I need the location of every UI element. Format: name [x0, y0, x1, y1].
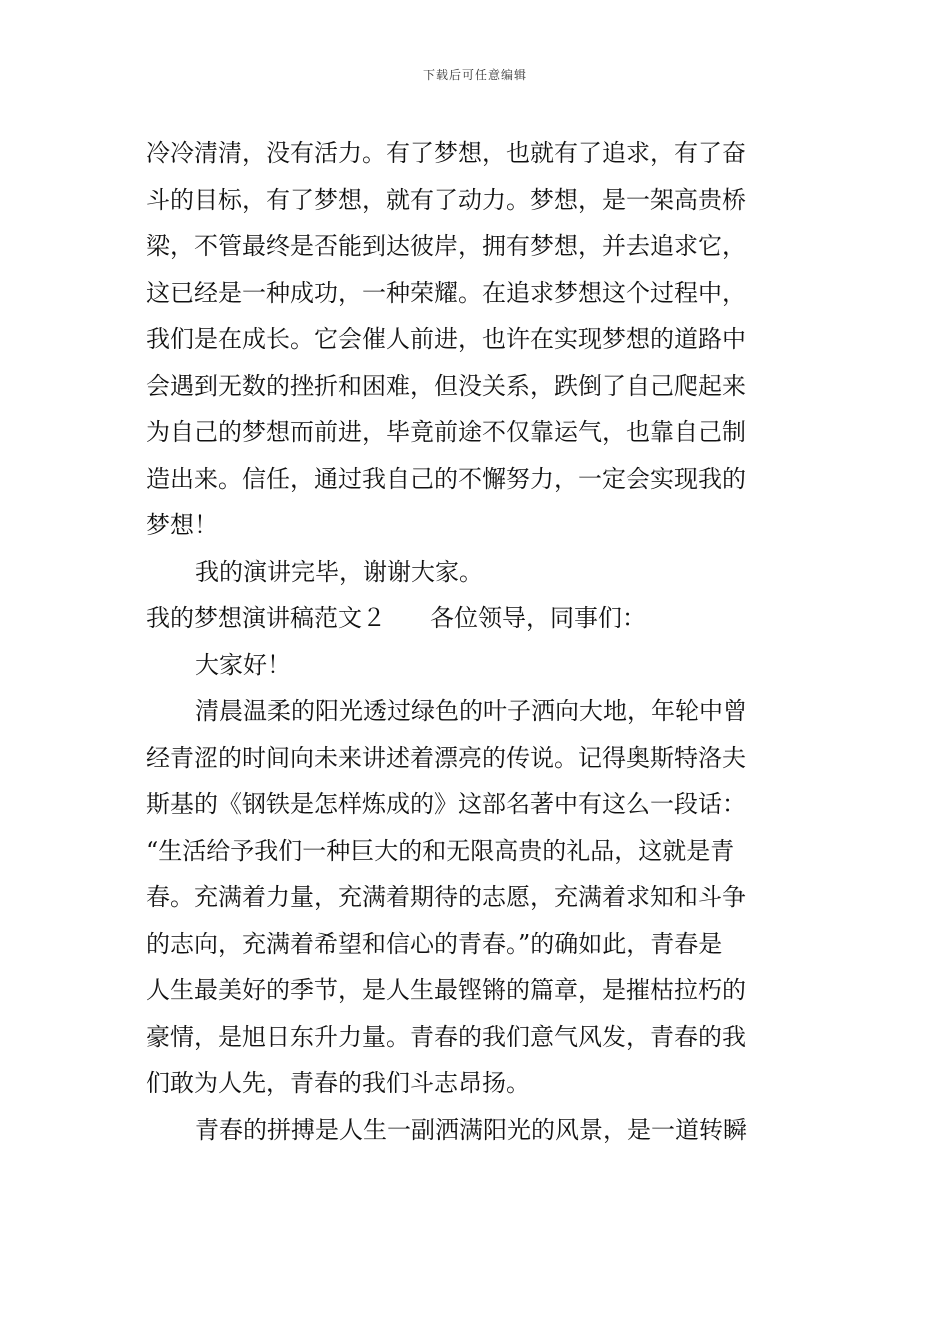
closing-line: 我的演讲完毕，谢谢大家。	[195, 557, 483, 586]
paragraph-line: 的志向，充满着希望和信心的青春。”的确如此，青春是	[146, 929, 723, 958]
paragraph-line: 这已经是一种成功，一种荣耀。在追求梦想这个过程中，	[146, 278, 746, 307]
paragraph-line: 清晨温柔的阳光透过绿色的叶子洒向大地，年轮中曾	[195, 697, 747, 725]
paragraph-line: 经青涩的时间向未来讲述着漂亮的传说。记得奥斯特洛夫	[146, 743, 746, 772]
document-body	[146, 130, 808, 1153]
header-note: 下载后可任意编辑	[422, 68, 527, 82]
paragraph-line: 豪情，是旭日东升力量。青春的我们意气风发，青春的我	[146, 1022, 746, 1051]
paragraph-line: 我们是在成长。它会催人前进，也许在实现梦想的道路中	[146, 325, 746, 353]
paragraph-line: 斯基的《钢铁是怎样炼成的》这部名著中有这么一段话：	[146, 790, 746, 818]
paragraph-line: 青春的拼搏是人生一副洒满阳光的风景，是一道转瞬	[195, 1115, 747, 1144]
salutation-line: 大家好！	[195, 650, 291, 679]
paragraph-line: 梦想！	[146, 511, 218, 539]
paragraph-line: 们敢为人先，青春的我们斗志昂扬。	[146, 1069, 530, 1097]
paragraph-line: 春。充满着力量，充满着期待的志愿，充满着求知和斗争	[146, 883, 746, 911]
paragraph-line: 为自己的梦想而前进，毕竟前途不仅靠运气，也靠自己制	[146, 418, 746, 446]
paragraph-line: 斗的目标，有了梦想，就有了动力。梦想，是一架高贵桥	[146, 185, 746, 214]
paragraph-line: 梁，不管最终是否能到达彼岸，拥有梦想，并去追求它，	[146, 232, 746, 260]
paragraph-line: 冷冷清清，没有活力。有了梦想，也就有了追求，有了奋	[146, 139, 746, 167]
paragraph-line: “生活给予我们一种巨大的和无限高贵的礼品，这就是青	[146, 836, 735, 865]
section-heading-line	[146, 595, 808, 642]
paragraph-line: 会遇到无数的挫折和困难，但没关系，跌倒了自己爬起来	[146, 371, 746, 400]
paragraph-line: 人生最美好的季节，是人生最铿锵的篇章，是摧枯拉朽的	[146, 976, 746, 1004]
section-title: 我的梦想演讲稿范文２	[146, 604, 386, 632]
paragraph-line: 造出来。信任，通过我自己的不懈努力，一定会实现我的	[146, 464, 746, 493]
greeting: 各位领导，同事们：	[430, 604, 646, 632]
